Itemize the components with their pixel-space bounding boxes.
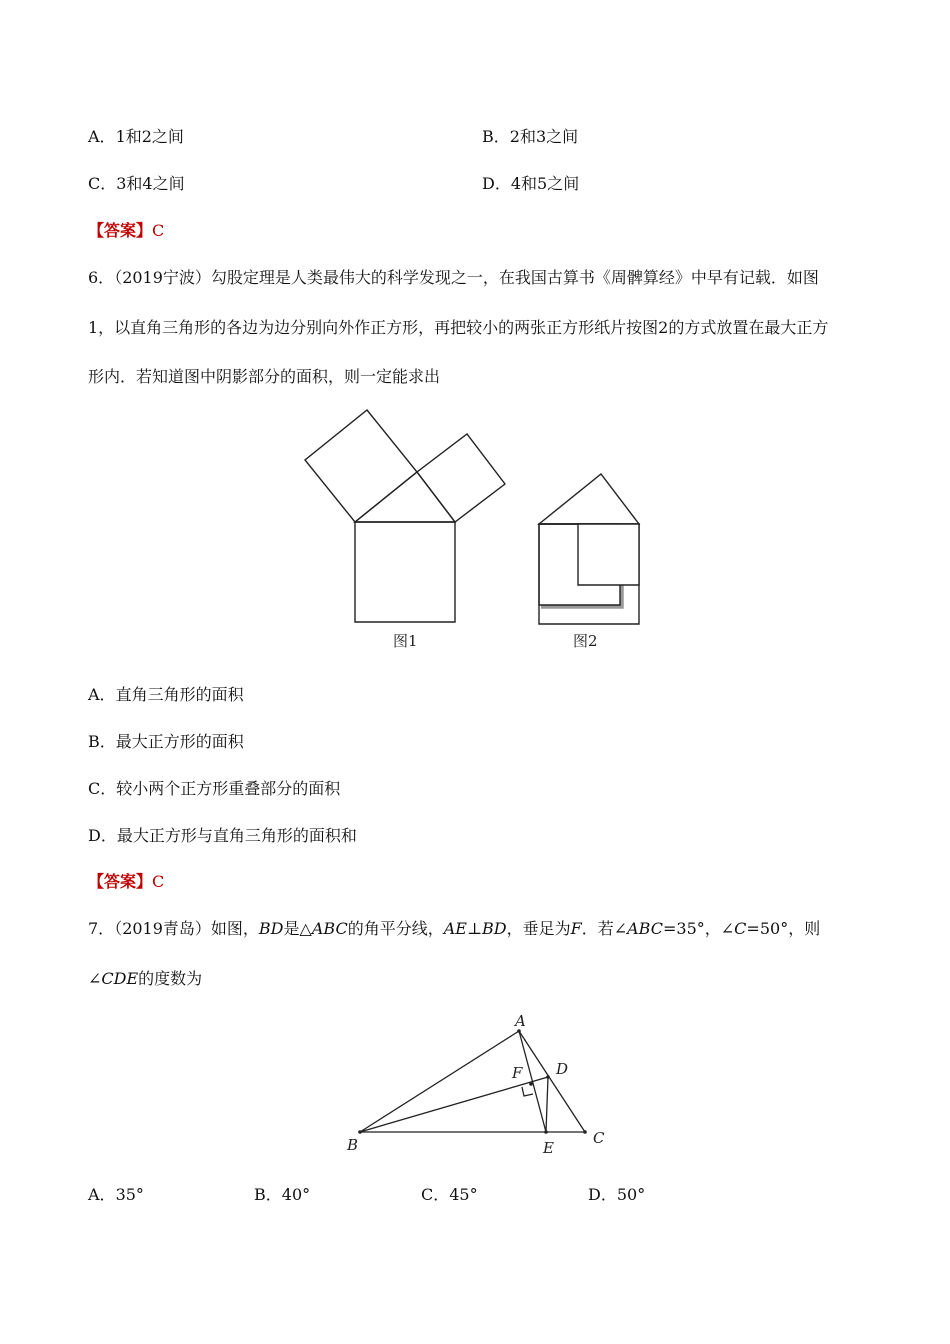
point-b	[358, 1130, 362, 1134]
q5-option-c: C．3和4之间	[88, 174, 185, 193]
q6-stem-line-1: 6．（2019宁波）勾股定理是人类最伟大的科学发现之一，在我国古算书《周髀算经》中早有记载．如图	[88, 268, 819, 287]
q7-stem-line-2: ∠CDE的度数为	[88, 969, 203, 988]
q6-stem-line-3: 形内．若知道图中阴影部分的面积，则一定能求出	[88, 367, 441, 386]
label-c: C	[593, 1129, 605, 1147]
q7-option-a: A．35°	[88, 1185, 144, 1204]
q6-option-c: C．较小两个正方形重叠部分的面积	[88, 779, 341, 798]
label-e: E	[543, 1139, 554, 1157]
q7-option-c: C．45°	[421, 1185, 478, 1204]
segment-ae	[519, 1031, 546, 1132]
q7-number: 7．	[88, 919, 115, 938]
q7-option-d: D．50°	[588, 1185, 646, 1204]
segment-ac	[519, 1031, 585, 1132]
segment-de	[546, 1077, 548, 1132]
label-a: A	[515, 1012, 526, 1030]
segment-bd	[360, 1077, 548, 1132]
answer-value: C	[152, 872, 165, 891]
q5-option-b: B．2和3之间	[482, 127, 579, 146]
point-f	[529, 1082, 533, 1086]
answer-tag: 【答案】	[88, 872, 153, 891]
point-e	[544, 1130, 548, 1134]
answer-value: C	[152, 221, 165, 240]
q6-stem-line-2: 1，以直角三角形的各边为边分别向外作正方形，再把较小的两张正方形纸片按图2的方式放置在最大正方	[88, 318, 829, 337]
q6-option-b: B．最大正方形的面积	[88, 732, 244, 751]
fig1-caption: 图1	[393, 632, 418, 650]
q7-stem-line-1: 7．（2019青岛）如图，BD是△ABC的角平分线，AE⊥BD，垂足为F．若∠ABC=35°，∠C=50°，则	[88, 919, 821, 938]
fig2-caption: 图2	[573, 632, 598, 650]
q5-option-d: D．4和5之间	[482, 174, 580, 193]
q5-option-a: A．1和2之间	[88, 127, 184, 146]
point-d	[546, 1075, 550, 1079]
q6-option-a: A．直角三角形的面积	[88, 685, 244, 704]
q6-number: 6．	[88, 268, 115, 287]
right-angle-mark	[522, 1087, 533, 1096]
q6-option-d: D．最大正方形与直角三角形的面积和	[88, 826, 357, 845]
label-f: F	[512, 1064, 523, 1082]
label-d: D	[556, 1060, 569, 1078]
q7-option-b: B．40°	[254, 1185, 311, 1204]
answer-tag: 【答案】	[88, 221, 153, 240]
label-b: B	[347, 1136, 359, 1154]
segment-ab	[360, 1031, 519, 1132]
point-c	[583, 1130, 587, 1134]
